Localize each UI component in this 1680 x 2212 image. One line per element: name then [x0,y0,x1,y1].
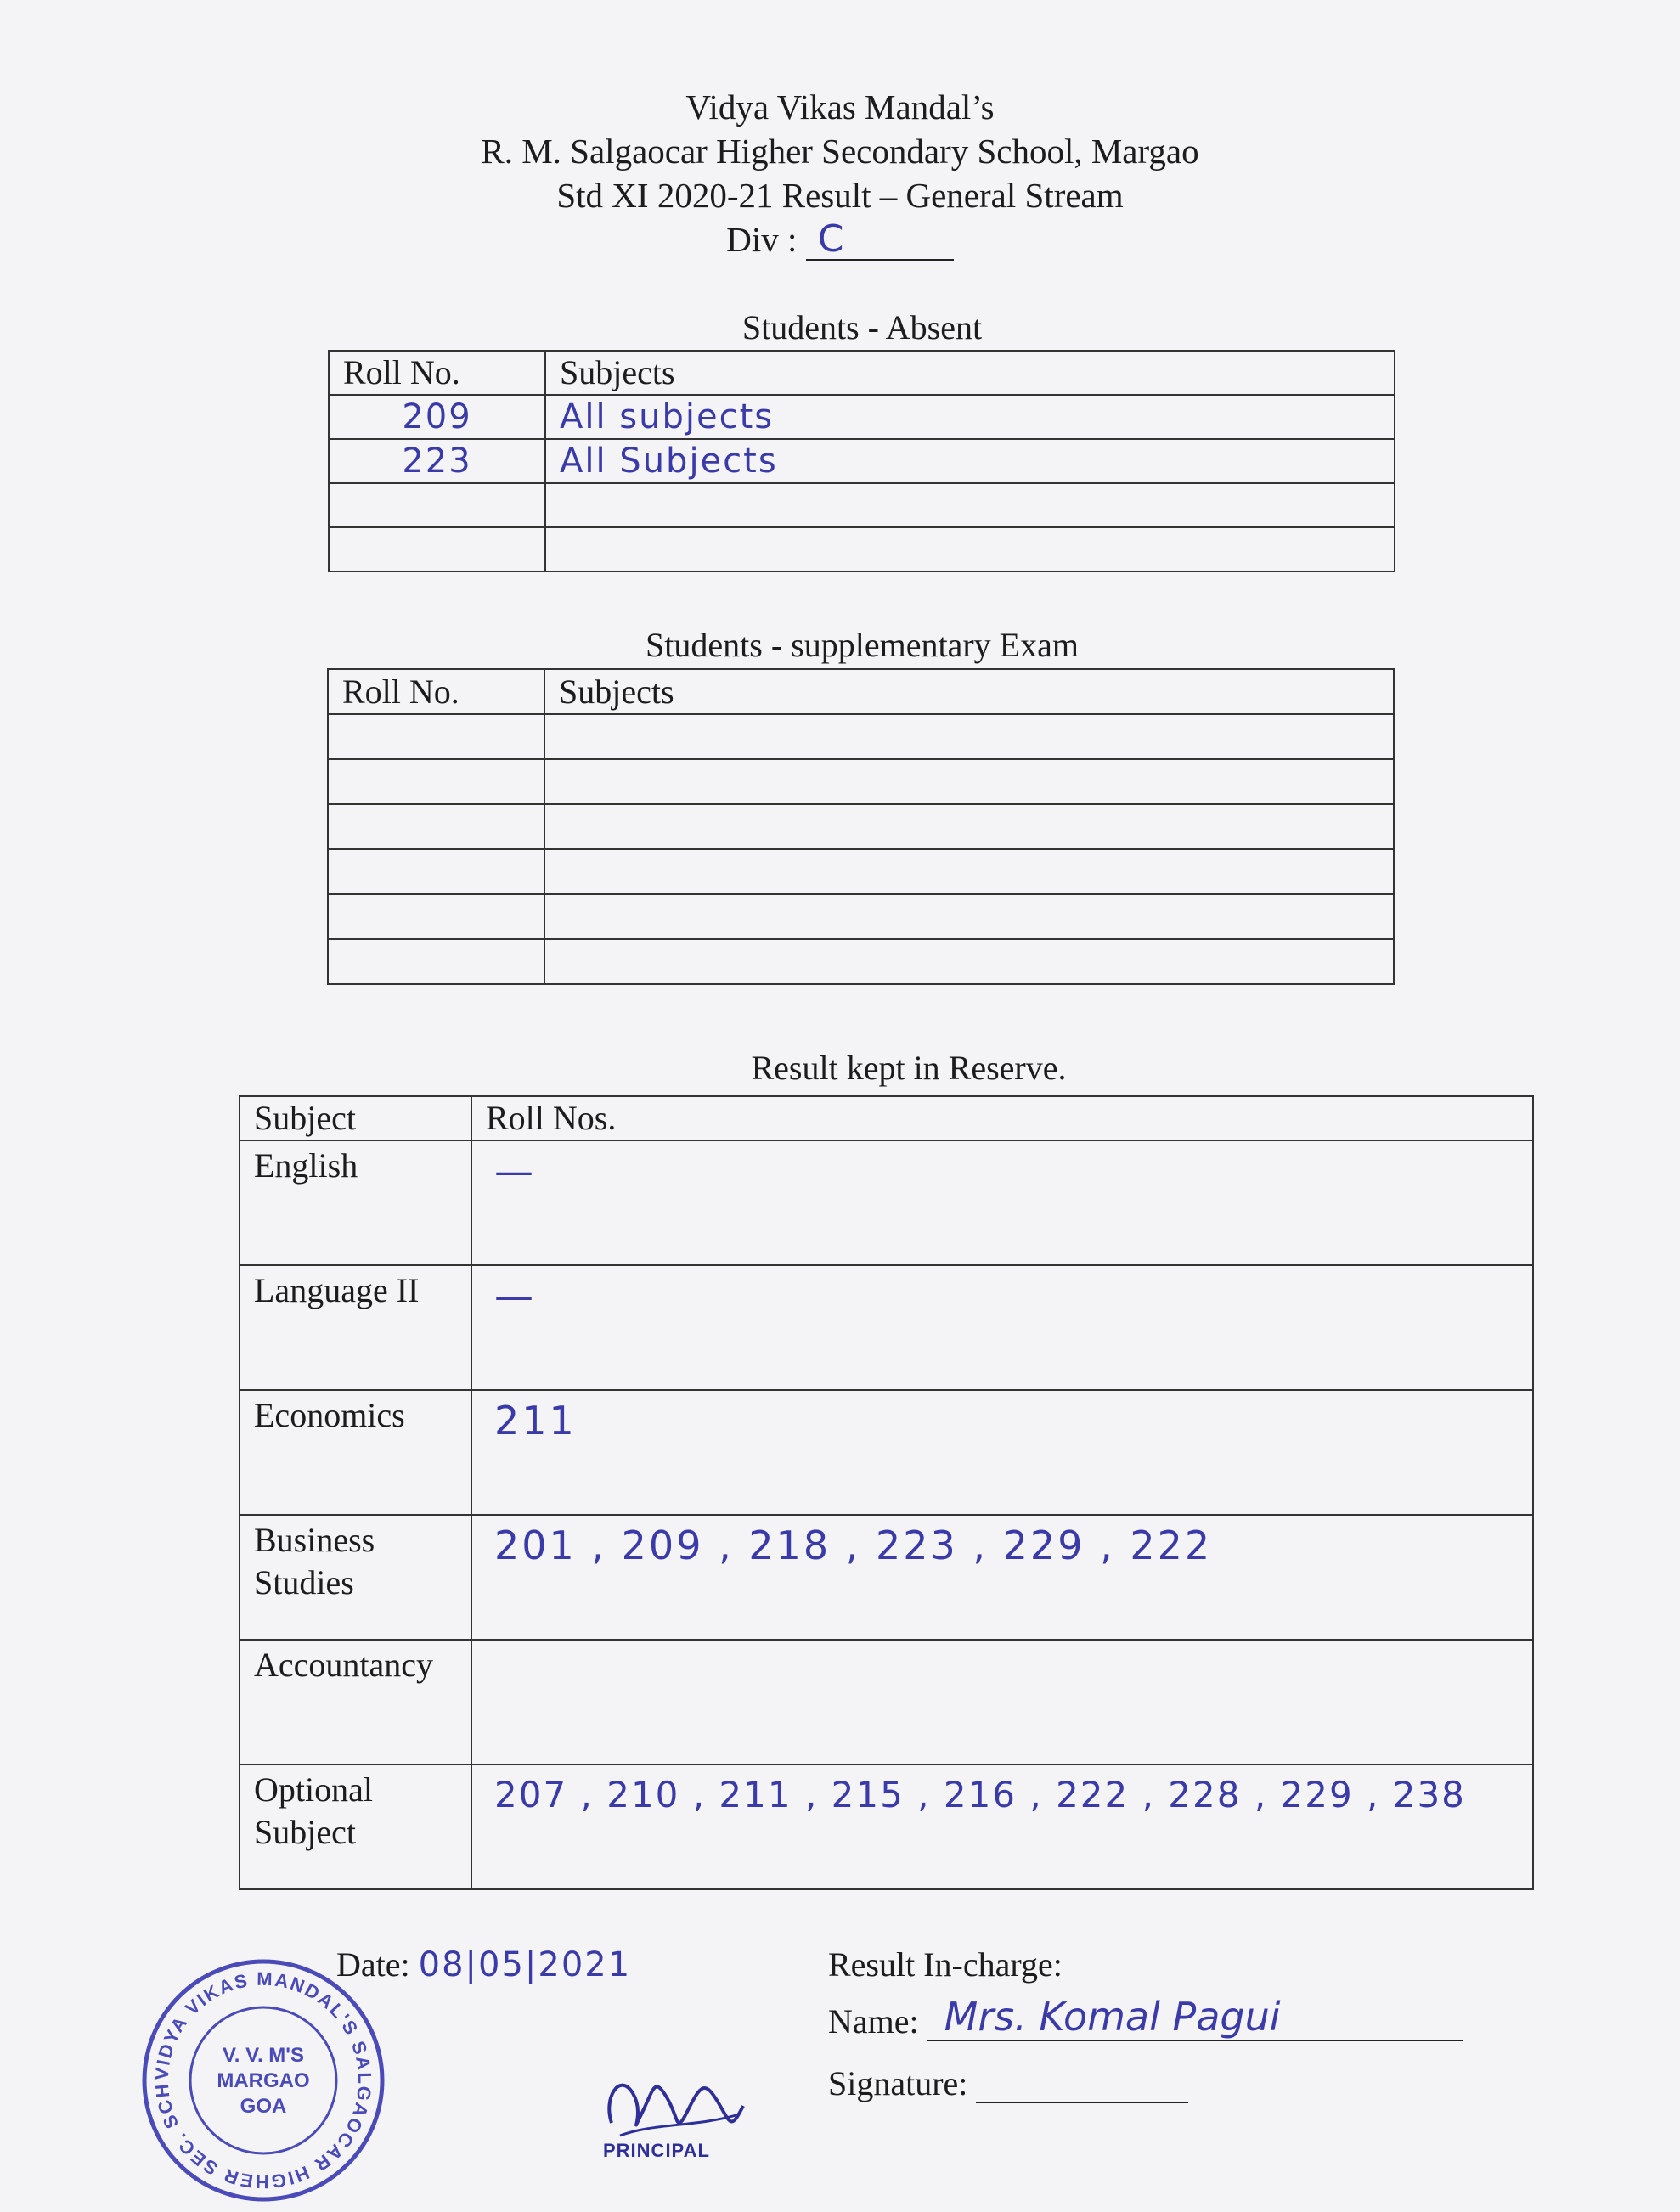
stamp-center-line2: MARGAO [217,2069,310,2092]
table-row [329,395,1395,439]
rolls-cell [471,1765,1533,1889]
column-header-subjects: Subjects [544,669,1394,714]
division-label: Div : [726,220,798,259]
division-value: C [806,220,954,261]
subjects-cell [544,849,1394,894]
signature-line [828,2063,1188,2103]
subjects-cell [544,894,1394,939]
subjects-cell [544,714,1394,759]
table-row [328,759,1394,804]
absent-table [328,350,1395,572]
stamp-center-line1: V. V. M'S [223,2044,304,2067]
name-label: Name: [828,2002,919,2040]
table-row [329,527,1395,571]
subject-cell: Optional Subject [240,1765,471,1889]
roll-cell [328,804,544,849]
name-line [828,1994,1463,2041]
reserve-title: Result kept in Reserve. [751,1049,1067,1087]
table-row [240,1390,1533,1515]
table-row [328,849,1394,894]
column-header-subject: Subject [240,1096,471,1140]
stamp-ring-text: VIDYA VIKAS MANDAL'S SALGAOCAR HIGHER SEC. SCH [150,1967,376,2193]
signature-field [976,2068,1188,2103]
rolls-cell [471,1515,1533,1640]
rolls-value: 207 , 210 , 211 , 215 , 216 , 222 , 228 , 229 , 238 [494,1774,1466,1815]
subject-cell: Accountancy [240,1640,471,1765]
reserve-table [239,1095,1534,1890]
rolls-value: — [494,1273,536,1319]
division-line [0,217,1680,262]
name-value: Mrs. Komal Pagui [927,1994,1463,2041]
subjects-cell: All Subjects [545,439,1395,483]
roll-cell [329,483,545,527]
table-row [240,1640,1533,1765]
subjects-cell [544,759,1394,804]
table-row [328,894,1394,939]
table-row [240,1515,1533,1640]
subject-cell: Language II [240,1265,471,1390]
table-row [240,1140,1533,1265]
rolls-value [486,1644,1519,1649]
table-row [328,714,1394,759]
subjects-cell [544,939,1394,984]
result-title: Std XI 2020-21 Result – General Stream [556,176,1124,215]
table-row [329,439,1395,483]
subjects-cell [545,527,1395,571]
subject-cell: Business Studies [240,1515,471,1640]
roll-cell: 209 [329,395,545,439]
roll-cell [328,759,544,804]
column-header-roll: Roll No. [328,669,544,714]
subject-cell: Economics [240,1390,471,1515]
rolls-value: 201 , 209 , 218 , 223 , 229 , 222 [494,1523,1213,1568]
rolls-cell [471,1640,1533,1765]
supplementary-table [327,668,1395,985]
subjects-cell: All subjects [545,395,1395,439]
table-row [240,1765,1533,1889]
stamp-center-line3: GOA [240,2095,287,2118]
incharge-label: Result In-charge: [828,1945,1063,1984]
school-stamp [136,1953,391,2208]
date-value: 08|05|2021 [418,1945,632,1984]
roll-cell [328,894,544,939]
table-header-row [328,669,1394,714]
subject-cell: English [240,1140,471,1265]
table-header-row [329,351,1395,395]
table-row [328,804,1394,849]
supplementary-title: Students - supplementary Exam [646,626,1079,664]
absent-title: Students - Absent [741,308,983,346]
roll-cell [328,849,544,894]
column-header-rolls: Roll Nos. [471,1096,1533,1140]
column-header-roll: Roll No. [329,351,545,395]
subjects-cell [545,483,1395,527]
subjects-cell [544,804,1394,849]
document-header [0,85,1680,262]
column-header-subjects: Subjects [545,351,1395,395]
roll-cell [328,939,544,984]
roll-cell [329,527,545,571]
roll-cell [328,714,544,759]
signature-label: Signature: [828,2064,968,2102]
stamp-seal-icon [136,1953,391,2208]
school-name: R. M. Salgaocar Higher Secondary School, Margao [481,132,1199,171]
rolls-value: — [494,1148,536,1194]
roll-cell: 223 [329,439,545,483]
rolls-cell [471,1390,1533,1515]
trust-name: Vidya Vikas Mandal’s [685,87,995,127]
principal-label: PRINCIPAL [603,2140,710,2161]
rolls-value: 211 [494,1398,577,1444]
table-row [240,1265,1533,1390]
date-label: Date: [336,1945,410,1984]
table-header-row [240,1096,1533,1140]
table-row [329,483,1395,527]
rolls-cell [471,1265,1533,1390]
table-row [328,939,1394,984]
rolls-cell [471,1140,1533,1265]
